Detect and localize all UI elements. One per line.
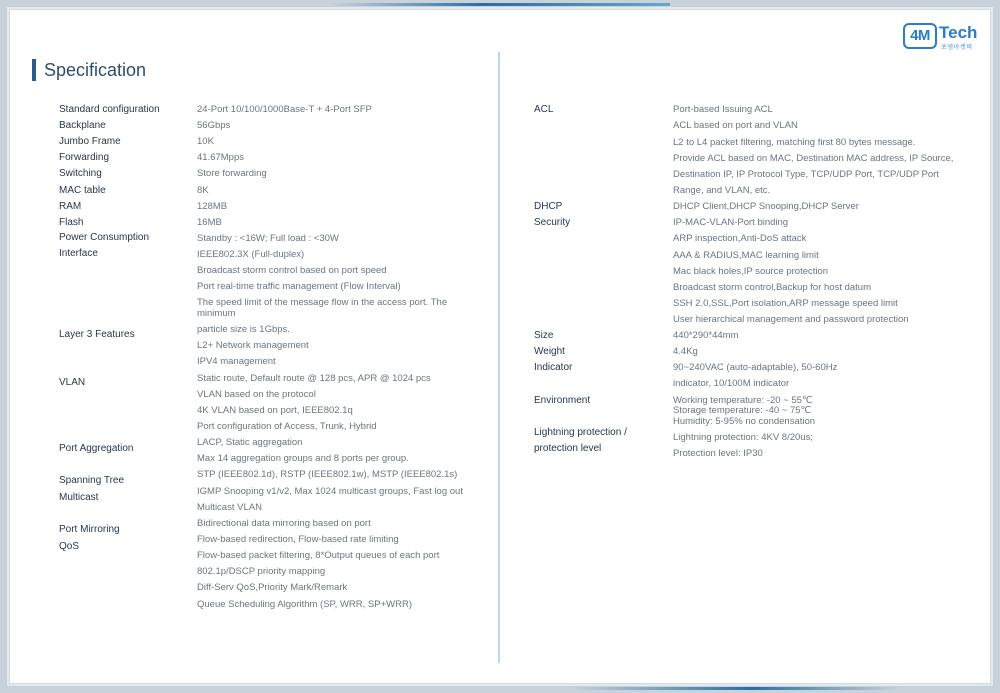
spec-label: Jumbo Frame xyxy=(59,136,121,147)
spec-value: Port-based Issuing ACL xyxy=(673,104,773,115)
spec-label: Layer 3 Features xyxy=(59,329,135,340)
spec-value: AAA & RADIUS,MAC learning limit xyxy=(673,250,819,261)
spec-label: Lightning protection / xyxy=(534,427,627,438)
spec-value: 41.67Mpps xyxy=(197,152,245,163)
spec-value: Storage temperature: -40 ~ 75℃ xyxy=(673,405,812,416)
spec-value: Max 14 aggregation groups and 8 ports per group. xyxy=(197,453,409,464)
spec-label: Multicast xyxy=(59,492,99,503)
spec-value: Range, and VLAN, etc. xyxy=(673,185,771,196)
spec-value: SSH 2.0,SSL,Port isolation,ARP message speed limit xyxy=(673,298,898,309)
spec-value: Bidirectional data mirroring based on port xyxy=(197,518,371,529)
spec-label: Spanning Tree xyxy=(59,475,125,486)
spec-value: Broadcast storm control based on port speed xyxy=(197,265,387,276)
spec-value: IEEE802.3X (Full-duplex) xyxy=(197,249,305,260)
logo-mark: 4M xyxy=(903,23,937,49)
spec-value: 4.4Kg xyxy=(673,346,698,357)
spec-value: Protection level: IP30 xyxy=(673,448,763,459)
logo-word: Tech xyxy=(939,23,978,42)
spec-label: RAM xyxy=(59,201,82,212)
spec-label: VLAN xyxy=(59,377,86,388)
spec-value: Lightning protection: 4KV 8/20us; xyxy=(673,432,813,443)
spec-value: ARP inspection,Anti-DoS attack xyxy=(673,233,807,244)
spec-label: QoS xyxy=(59,541,80,552)
title-accent-bar xyxy=(32,59,36,81)
spec-label: Flash xyxy=(59,217,84,228)
spec-value: 56Gbps xyxy=(197,120,231,131)
spec-label: Port Aggregation xyxy=(59,443,134,454)
spec-value: IGMP Snooping v1/v2, Max 1024 multicast groups, Fast log out xyxy=(197,486,463,497)
spec-value: The speed limit of the message flow in the access port. The xyxy=(197,297,448,308)
spec-label: DHCP xyxy=(534,201,563,212)
spec-label: Backplane xyxy=(59,120,106,131)
top-accent-line xyxy=(330,3,670,6)
spec-value: particle size is 1Gbps. xyxy=(197,324,290,335)
spec-value: Flow-based packet filtering, 8*Output queues of each port xyxy=(197,550,440,561)
spec-label: Weight xyxy=(534,346,565,357)
spec-value: VLAN based on the protocol xyxy=(197,389,316,400)
spec-label: Switching xyxy=(59,168,102,179)
page-title: Specification xyxy=(44,60,147,80)
spec-value: Diff-Serv QoS,Priority Mark/Remark xyxy=(197,582,348,593)
spec-value: LACP, Static aggregation xyxy=(197,437,303,448)
spec-value: Port real-time traffic management (Flow Interval) xyxy=(197,281,401,292)
spec-label: Indicator xyxy=(534,362,573,373)
spec-value: minimum xyxy=(197,308,236,319)
spec-value: Destination IP, IP Protocol Type, TCP/UDP Port, TCP/UDP Port xyxy=(673,169,939,180)
spec-label: Interface xyxy=(59,248,98,259)
spec-value: Static route, Default route @ 128 pcs, APR @ 1024 pcs xyxy=(197,373,431,384)
spec-value: Standby : <16W; Full load : <30W xyxy=(197,233,339,244)
spec-label: Power Consumption xyxy=(59,232,150,243)
spec-value: Humidity: 5-95% no condensation xyxy=(673,416,816,427)
spec-value: User hierarchical management and password protection xyxy=(673,314,909,325)
spec-value: indicator, 10/100M indicator xyxy=(673,378,790,389)
spec-value: 128MB xyxy=(197,201,228,212)
spec-label: ACL xyxy=(534,104,554,115)
spec-value: Queue Scheduling Algorithm (SP, WRR, SP+WRR) xyxy=(197,599,412,610)
spec-value: 802.1p/DSCP priority mapping xyxy=(197,566,326,577)
spec-value: 90~240VAC (auto-adaptable), 50-60Hz xyxy=(673,362,838,373)
spec-label: Security xyxy=(534,217,571,228)
column-divider xyxy=(498,52,500,663)
spec-label: Forwarding xyxy=(59,152,110,163)
spec-value: Mac black holes,IP source protection xyxy=(673,266,829,277)
spec-value: Port configuration of Access, Trunk, Hybrid xyxy=(197,421,377,432)
spec-label: Environment xyxy=(534,395,591,406)
spec-value: IP-MAC-VLAN-Port binding xyxy=(673,217,789,228)
spec-label: protection level xyxy=(534,443,602,454)
spec-label: Size xyxy=(534,330,554,341)
spec-value: ACL based on port and VLAN xyxy=(673,120,798,131)
spec-value: Provide ACL based on MAC, Destination MAC address, IP Source, xyxy=(673,153,954,164)
spec-value: 16MB xyxy=(197,217,222,228)
spec-value: 24-Port 10/100/1000Base-T + 4-Port SFP xyxy=(197,104,372,115)
spec-value: 8K xyxy=(197,185,209,196)
bottom-accent-line xyxy=(570,687,900,690)
spec-value: STP (IEEE802.1d), RSTP (IEEE802.1w), MSTP (IEEE802.1s) xyxy=(197,469,458,480)
brand-logo xyxy=(903,23,979,51)
spec-value: 10K xyxy=(197,136,214,147)
spec-value: Working temperature: -20 ~ 55℃ xyxy=(673,395,813,406)
spec-value: Store forwarding xyxy=(197,168,267,179)
spec-value: Multicast VLAN xyxy=(197,502,262,513)
spec-label: Standard configuration xyxy=(59,104,160,115)
spec-value: L2 to L4 packet filtering, matching first 80 bytes message. xyxy=(673,137,916,148)
spec-label: Port Mirroring xyxy=(59,524,120,535)
spec-value: DHCP Client,DHCP Snooping,DHCP Server xyxy=(673,201,859,212)
spec-value: Broadcast storm control,Backup for host datum xyxy=(673,282,872,293)
spec-label: MAC table xyxy=(59,185,106,196)
spec-value: L2+ Network management xyxy=(197,340,309,351)
spec-value: 4K VLAN based on port, IEEE802.1q xyxy=(197,405,353,416)
spec-value: Flow-based redirection, Flow-based rate limiting xyxy=(197,534,399,545)
logo-subtitle: 포엠마켓텍 xyxy=(941,45,973,51)
spec-value: 440*290*44mm xyxy=(673,330,739,341)
spec-value: IPV4 management xyxy=(197,356,276,367)
